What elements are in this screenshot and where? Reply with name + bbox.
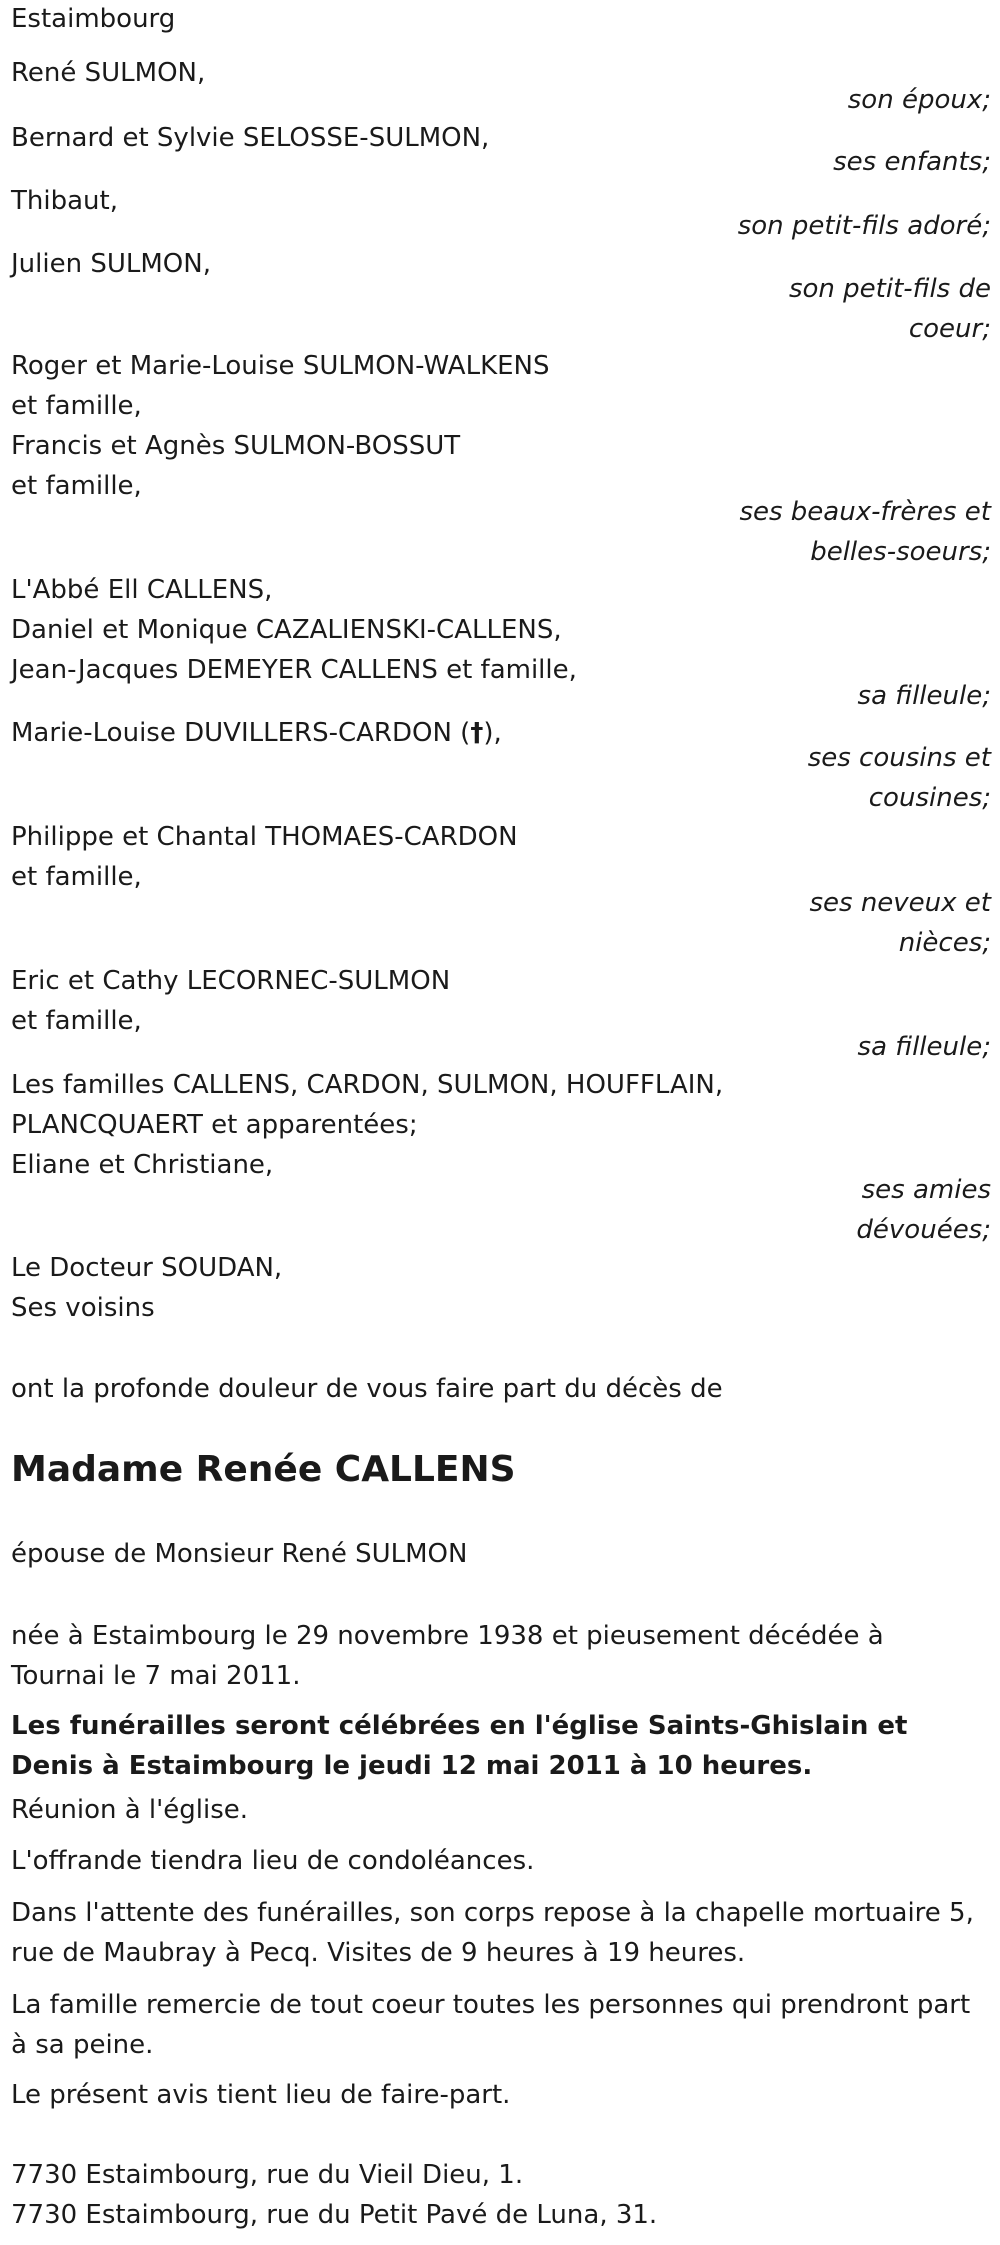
thanks-text: La famille remercie de tout coeur toutes les personnes qui prendront part à sa peine. bbox=[11, 1990, 971, 2060]
mourner-name: Le Docteur SOUDAN, bbox=[11, 1253, 283, 1283]
mourner-name: Philippe et Chantal THOMAES-CARDON bbox=[11, 822, 518, 852]
relation-label: son petit-fils de coeur; bbox=[788, 274, 991, 344]
cross-icon: † bbox=[470, 718, 484, 748]
relation-label: ses enfants; bbox=[833, 147, 991, 177]
offering-text: L'offrande tiendra lieu de condoléances. bbox=[11, 1846, 535, 1876]
mourner-name: Thibaut, bbox=[11, 186, 118, 216]
mourner-name: Daniel et Monique CAZALIENSKI-CALLENS, bbox=[11, 615, 562, 645]
visitation-text: Dans l'attente des funérailles, son corps repose à la chapelle mortuaire 5, rue de Maubray à Pecq. Visites de 9 heures à 19 heures. bbox=[11, 1898, 974, 1968]
mourner-name: et famille, bbox=[11, 862, 142, 892]
relation-label: son petit-fils adoré; bbox=[737, 211, 991, 241]
deceased-name: Madame Renée CALLENS bbox=[11, 1449, 516, 1490]
mourner-name: Bernard et Sylvie SELOSSE-SULMON, bbox=[11, 123, 490, 153]
mourner-name: et famille, bbox=[11, 471, 142, 501]
mourner-name: Ses voisins bbox=[11, 1293, 155, 1323]
birth-death-text: née à Estaimbourg le 29 novembre 1938 et pieusement décédée à Tournai le 7 mai 2011. bbox=[11, 1621, 884, 1691]
relation-label: son époux; bbox=[847, 85, 991, 115]
mourner-name: Francis et Agnès SULMON-BOSSUT bbox=[11, 431, 461, 461]
funeral-ceremony-text: Les funérailles seront célébrées en l'église Saints-Ghislain et Denis à Estaimbourg le jeudi 12 mai 2011 à 10 heures. bbox=[11, 1711, 908, 1781]
spouse-line: épouse de Monsieur René SULMON bbox=[11, 1539, 468, 1569]
announcement-text: ont la profonde douleur de vous faire part du décès de bbox=[11, 1374, 723, 1404]
mourner-name: et famille, bbox=[11, 1006, 142, 1036]
meeting-text: Réunion à l'église. bbox=[11, 1795, 249, 1825]
mourner-name: et famille, bbox=[11, 391, 142, 421]
mourner-name bbox=[11, 716, 502, 750]
mourner-name-part: Marie-Louise DUVILLERS-CARDON ( bbox=[11, 718, 471, 748]
mourner-name: René SULMON, bbox=[11, 58, 206, 88]
mourner-name-part: ), bbox=[483, 718, 502, 748]
address-line: 7730 Estaimbourg, rue du Vieil Dieu, 1. bbox=[11, 2160, 524, 2190]
mourner-name: L'Abbé Ell CALLENS, bbox=[11, 575, 273, 605]
mourner-name: Jean-Jacques DEMEYER CALLENS et famille, bbox=[11, 655, 577, 685]
mourner-name: Roger et Marie-Louise SULMON-WALKENS bbox=[11, 351, 550, 381]
mourner-name: Julien SULMON, bbox=[11, 249, 211, 279]
relation-label: ses amies dévouées; bbox=[856, 1175, 991, 1245]
mourner-name: Les familles CALLENS, CARDON, SULMON, HOUFFLAIN, bbox=[11, 1070, 724, 1100]
place-header: Estaimbourg bbox=[11, 4, 176, 34]
mourner-name: Eric et Cathy LECORNEC-SULMON bbox=[11, 966, 451, 996]
relation-label: ses cousins et cousines; bbox=[807, 743, 991, 813]
address-line: 7730 Estaimbourg, rue du Petit Pavé de Luna, 31. bbox=[11, 2200, 658, 2230]
relation-label: ses beaux-frères et belles-soeurs; bbox=[739, 497, 991, 567]
notice-text: Le présent avis tient lieu de faire-part. bbox=[11, 2080, 511, 2110]
relation-label: sa filleule; bbox=[857, 1032, 991, 1062]
relation-label: ses neveux et nièces; bbox=[809, 888, 991, 958]
mourner-name: Eliane et Christiane, bbox=[11, 1150, 274, 1180]
mourner-name: PLANCQUAERT et apparentées; bbox=[11, 1110, 418, 1140]
relation-label: sa filleule; bbox=[857, 681, 991, 711]
